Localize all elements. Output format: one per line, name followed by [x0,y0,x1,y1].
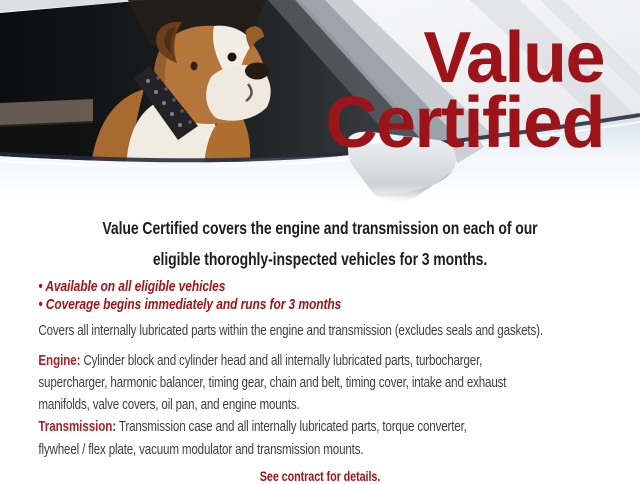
coverage-summary [0,321,640,341]
headline-line1: Value Certified covers the engine and transmission on each of our [102,218,538,238]
headline-line2: eligible thoroghly-inspected vehicles for 3 months. [152,249,488,269]
hero-title [325,18,604,163]
engine-line2: supercharger, harmonic balancer, timing gear, chain and belt, timing cover, intake and exhaust [38,375,507,391]
content-section [0,202,640,484]
transmission-label: Transmission: [38,419,117,435]
contract-note: See contract for details. [259,469,381,484]
bullet-item: • Coverage begins immediately and runs for 3 months [38,296,342,313]
hero-title-line2: Certified [325,83,604,163]
transmission-line1: Transmission case and all internally lubricated parts, torque converter, [116,419,467,435]
bullet-item: • Available on all eligible vehicles [38,278,226,295]
engine-label: Engine: [38,353,81,369]
engine-paragraph [0,350,640,416]
transmission-line2: flywheel / flex plate, vacuum modulator and transmission mounts. [38,442,364,458]
hero-title-line1: Value [423,18,604,98]
coverage-summary-text: Covers all internally lubricated parts within the engine and transmission (excludes seals and gaskets). [38,323,543,339]
engine-line1: Cylinder block and cylinder head and all internally lubricated parts, turbocharger, [80,353,483,369]
transmission-paragraph [0,416,640,462]
hero-photo [0,0,640,202]
headline [0,213,640,275]
bullet-list [0,278,640,314]
engine-line3: manifolds, valve covers, oil pan, and engine mounts. [38,397,300,413]
